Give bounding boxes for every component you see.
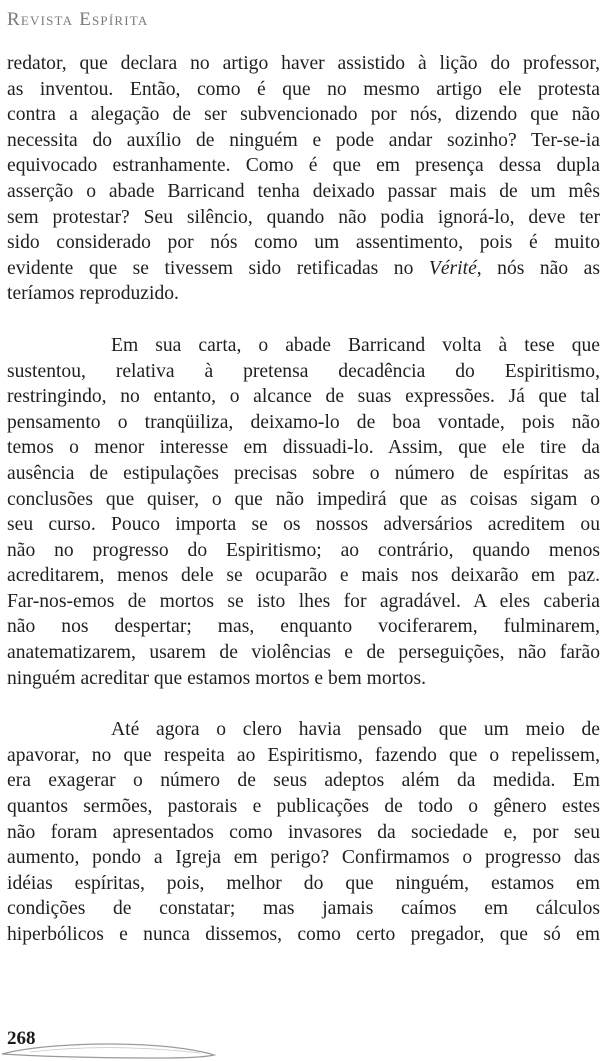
text-line: não foram apresentados como invasores da sociedade e, por seu (7, 821, 600, 843)
text-line: idéias espíritas, pois, melhor do que ninguém, estamos em (7, 872, 600, 894)
text-line: contra a alegação de ser subvencionado por nós, dizendo que não (7, 104, 600, 126)
page-footer (0, 1024, 230, 1061)
text-line: não nos despertar; mas, enquanto vociferarem, fulminarem, (7, 616, 600, 638)
text-line: pensamento o tranqüiliza, deixamo-lo de boa vontade, pois não (7, 411, 600, 433)
page-body (7, 51, 600, 948)
text-line: Em sua carta, o abade Barricand volta à tese que (111, 334, 600, 356)
text-line: teríamos reproduzido. (7, 283, 179, 305)
text-line (7, 256, 600, 282)
text-line: ausência de estipulações precisas sobre o número de espíritas as (7, 462, 600, 484)
text-line: Far-nos-emos de mortos se isto lhes for agradável. A eles caberia (7, 590, 600, 612)
running-head-title: Revista Espírita (7, 9, 149, 30)
text-line: era exagerar o número de seus adeptos além da medida. Em (7, 770, 600, 792)
text-line: quantos sermões, pastorais e publicações de todo o gênero estes (7, 796, 600, 818)
paragraph-1 (7, 51, 600, 307)
text-line: seu curso. Pouco importa se os nossos adversários acreditem ou (7, 514, 600, 536)
text-line: necessita do auxílio de ninguém e pode andar sozinho? Ter-se-ia (7, 129, 600, 151)
text-line: redator, que declara no artigo haver assistido à lição do professor, (7, 53, 600, 74)
text-line: não no progresso do Espiritismo; ao contrário, quando menos (7, 539, 600, 561)
text-line: conclusões que quiser, o que não impedirá que as coisas sigam o (7, 488, 600, 510)
journal-title-italic: Vérité (428, 257, 477, 279)
text-line: equivocado estranhamente. Como é que em presença dessa dupla (7, 155, 600, 177)
paragraph-2 (7, 333, 600, 691)
text-segment: , nós não as (476, 257, 600, 279)
text-line: anatematizarem, usarem de violências e de perseguições, não farão (7, 642, 600, 664)
text-line: restringindo, no entanto, o alcance de suas expressões. Já que tal (7, 386, 600, 408)
text-line: aumento, pondo a Igreja em perigo? Confirmamos o progresso das (7, 847, 600, 869)
text-line: Até agora o clero havia pensado que um meio de (111, 719, 600, 741)
text-line: sem protestar? Seu silêncio, quando não podia ignorá-lo, deve ter (7, 206, 600, 228)
text-line: as inventou. Então, como é que no mesmo artigo ele protesta (7, 78, 600, 100)
text-segment: evidente que se tivessem sido retificadas no (7, 257, 429, 279)
text-line: acreditarem, menos dele se ocuparão e mais nos deixarão em paz. (7, 565, 600, 587)
text-line: apavorar, no que respeita ao Espiritismo, fazendo que o repelissem, (7, 744, 600, 766)
text-line: ninguém acreditar que estamos mortos e bem mortos. (7, 667, 426, 689)
paragraph-3 (7, 717, 600, 947)
text-line: hiperbólicos e nunca dissemos, como certo pregador, que só em (7, 924, 600, 945)
text-line: temos o menor interesse em dissuadi-lo. Assim, que ele tire da (7, 437, 600, 459)
text-line: sustentou, relativa à pretensa decadência do Espiritismo, (7, 360, 600, 382)
text-line: condições de constatar; mas jamais caímos em cálculos (7, 898, 600, 920)
text-line: sido considerado por nós como um assentimento, pois é muito (7, 232, 600, 254)
page-number: 268 (7, 1028, 36, 1049)
text-line: asserção o abade Barricand tenha deixado passar mais de um mês (7, 180, 600, 202)
